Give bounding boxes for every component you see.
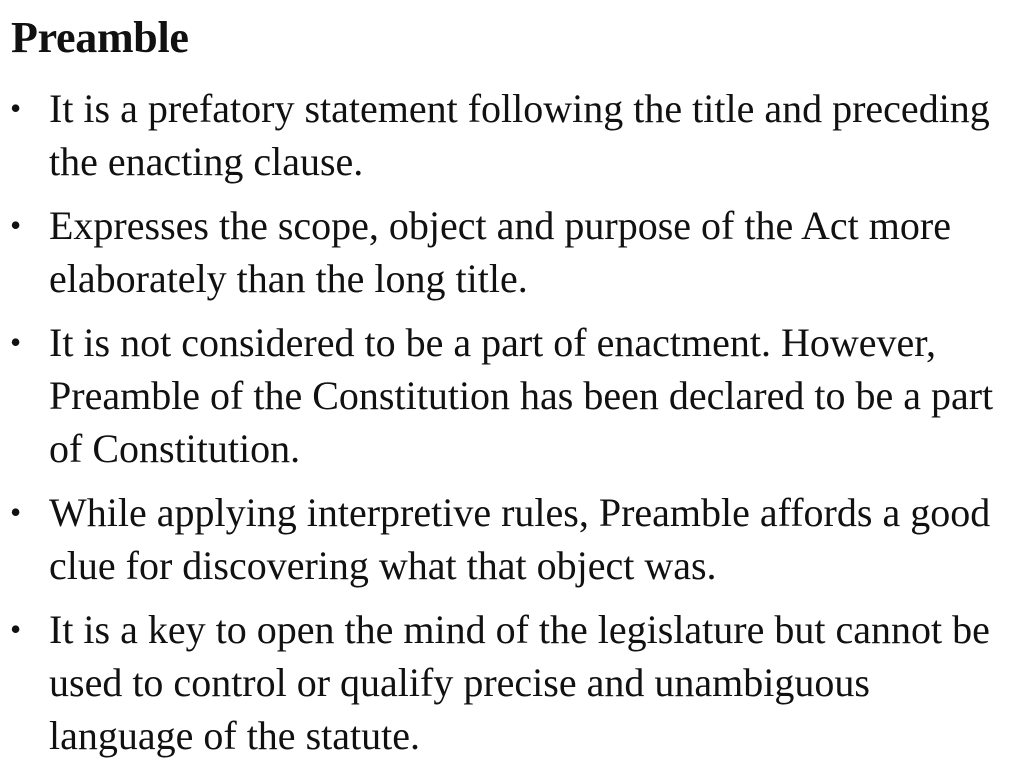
bullet-icon: • — [10, 494, 22, 530]
bullet-text: It is a prefatory statement following the title and preceding the enacting clause. — [49, 86, 990, 184]
bullet-icon: • — [10, 207, 22, 243]
bullet-text: It is a key to open the mind of the legislature but cannot be used to control or qualify precise and unambiguous language of the statute. — [49, 607, 990, 758]
bullet-text: It is not considered to be a part of enactment. However, Preamble of the Constitution has been declared to be a part of Constitution. — [49, 320, 994, 471]
bullet-item — [10, 486, 1010, 592]
bullet-icon: • — [10, 90, 22, 126]
bullet-icon: • — [10, 324, 22, 360]
bullet-item — [10, 199, 1010, 305]
bullet-icon: • — [10, 611, 22, 647]
bullet-list — [10, 82, 1010, 768]
bullet-item — [10, 82, 1010, 188]
bullet-text: While applying interpretive rules, Preamble affords a good clue for discovering what that object was. — [49, 490, 991, 588]
bullet-item — [10, 603, 1010, 762]
bullet-text: Expresses the scope, object and purpose of the Act more elaborately than the long title. — [49, 203, 951, 301]
bullet-item — [10, 316, 1010, 475]
slide-title: Preamble — [11, 13, 189, 62]
